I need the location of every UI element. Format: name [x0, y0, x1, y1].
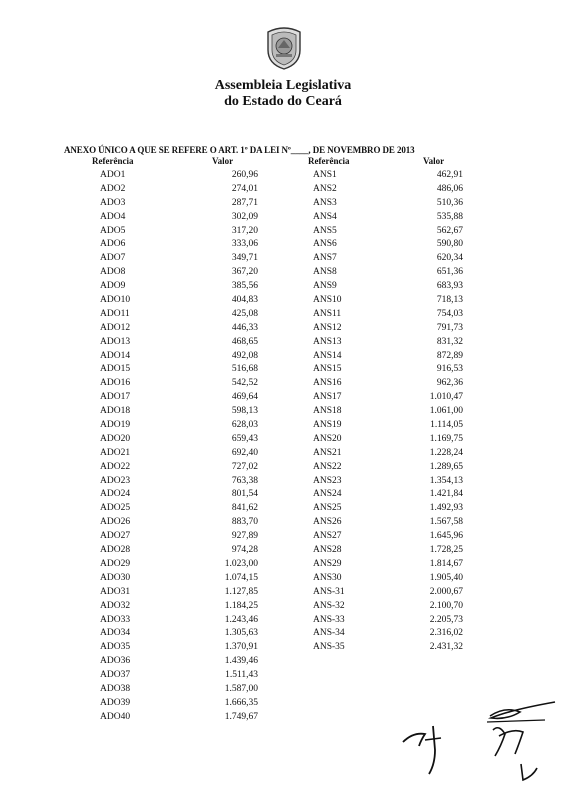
reference-cell: ADO33 — [100, 614, 131, 625]
value-cell: 1.127,85 — [224, 586, 258, 597]
value-cell: 446,33 — [231, 322, 258, 333]
reference-cell: ANS10 — [313, 295, 342, 306]
reference-cell: ADO30 — [100, 572, 131, 583]
value-cell: 1.905,40 — [429, 572, 463, 583]
reference-cell: ADO6 — [100, 239, 126, 250]
reference-cell: ANS11 — [313, 308, 342, 319]
reference-cell: ANS-34 — [313, 628, 345, 639]
value-cell: 2.000,67 — [429, 586, 463, 597]
value-cell: 492,08 — [231, 350, 258, 361]
value-cell: 385,56 — [231, 281, 258, 292]
value-cell: 1.421,84 — [429, 489, 463, 500]
reference-cell: ANS-31 — [313, 586, 345, 597]
value-cell: 620,34 — [436, 253, 463, 264]
value-cell: 1.023,00 — [224, 558, 258, 569]
reference-cell: ANS20 — [313, 433, 342, 444]
reference-cell: ANS21 — [313, 447, 342, 458]
value-cell: 535,88 — [436, 211, 463, 222]
reference-cell: ADO31 — [100, 586, 131, 597]
value-cell: 462,91 — [436, 170, 463, 180]
reference-cell: ADO25 — [100, 503, 131, 514]
reference-cell: ANS24 — [313, 489, 342, 500]
reference-cell: ANS7 — [313, 253, 337, 264]
reference-cell: ADO19 — [100, 420, 131, 431]
org-name-line1: Assembleia Legislativa — [214, 78, 352, 93]
reference-cell: ADO22 — [100, 461, 131, 472]
value-cell: 1.074,15 — [224, 572, 258, 583]
value-cell: 628,03 — [231, 420, 258, 431]
value-cell: 274,01 — [231, 183, 258, 194]
value-cell: 2.205,73 — [429, 614, 463, 625]
handwritten-signature-icon — [395, 680, 560, 790]
value-cell: 1.114,05 — [430, 420, 463, 431]
reference-cell: ANS25 — [313, 503, 342, 514]
value-cell: 425,08 — [231, 308, 258, 319]
value-cell: 1.728,25 — [429, 545, 463, 556]
reference-cell: ADO14 — [100, 350, 131, 361]
reference-cell: ANS28 — [313, 545, 342, 556]
left-col-val-header: Valor — [212, 156, 234, 166]
right-col-val-header: Valor — [423, 156, 445, 166]
value-cell: 927,89 — [231, 531, 258, 542]
value-cell: 1.666,35 — [224, 697, 258, 708]
org-name-line2: do Estado do Ceará — [224, 94, 342, 109]
reference-cell: ADO1 — [100, 170, 126, 180]
value-cell: 260,96 — [231, 170, 258, 180]
value-cell: 1.169,75 — [429, 433, 463, 444]
reference-cell: ADO39 — [100, 697, 131, 708]
reference-cell: ANS17 — [313, 392, 342, 403]
reference-cell: ADO11 — [100, 308, 130, 319]
value-cell: 510,36 — [436, 197, 463, 208]
annex-title: ANEXO ÚNICO A QUE SE REFERE O ART. 1º DA LEI Nº____, DE NOVEMBRO DE 2013 — [64, 145, 415, 155]
reference-cell: ANS8 — [313, 267, 337, 278]
value-cell: 302,09 — [231, 211, 258, 222]
reference-cell: ADO15 — [100, 364, 131, 375]
value-cell: 1.305,63 — [224, 628, 258, 639]
value-cell: 367,20 — [231, 267, 258, 278]
value-cell: 1.228,24 — [429, 447, 463, 458]
reference-cell: ADO7 — [100, 253, 126, 264]
reference-cell: ADO36 — [100, 656, 131, 667]
reference-cell: ANS27 — [313, 531, 342, 542]
reference-cell: ANS1 — [313, 170, 337, 180]
value-cell: 1.061,00 — [429, 406, 463, 417]
value-cell: 2.431,32 — [429, 642, 463, 653]
value-cell: 659,43 — [231, 433, 258, 444]
value-cell: 692,40 — [231, 447, 258, 458]
reference-cell: ADO4 — [100, 211, 126, 222]
value-cell: 2.316,02 — [429, 628, 463, 639]
reference-cell: ADO5 — [100, 225, 126, 236]
value-cell: 1.492,93 — [429, 503, 463, 514]
reference-cell: ANS18 — [313, 406, 342, 417]
reference-cell: ANS12 — [313, 322, 342, 333]
value-cell: 542,52 — [231, 378, 258, 389]
reference-cell: ANS29 — [313, 558, 342, 569]
reference-cell: ANS30 — [313, 572, 342, 583]
reference-cell: ADO27 — [100, 531, 131, 542]
reference-cell: ADO29 — [100, 558, 131, 569]
reference-cell: ADO8 — [100, 267, 126, 278]
value-cell: 486,06 — [436, 183, 463, 194]
reference-cell: ANS-33 — [313, 614, 345, 625]
reference-cell: ADO10 — [100, 295, 131, 306]
reference-cell: ADO17 — [100, 392, 131, 403]
reference-cell: ADO9 — [100, 281, 126, 292]
reference-cell: ADO40 — [100, 711, 131, 722]
value-cell: 651,36 — [436, 267, 463, 278]
reference-cell: ANS16 — [313, 378, 342, 389]
value-cell: 872,89 — [436, 350, 463, 361]
reference-cell: ANS4 — [313, 211, 337, 222]
value-cell: 287,71 — [231, 197, 258, 208]
value-cell: 562,67 — [436, 225, 463, 236]
reference-cell: ANS3 — [313, 197, 337, 208]
value-cell: 1.645,96 — [429, 531, 463, 542]
reference-cell: ADO32 — [100, 600, 131, 611]
value-cell: 962,36 — [436, 378, 463, 389]
value-cell: 791,73 — [436, 322, 463, 333]
value-cell: 598,13 — [231, 406, 258, 417]
value-cell: 1.354,13 — [429, 475, 463, 486]
reference-cell: ANS5 — [313, 225, 337, 236]
reference-cell: ADO37 — [100, 670, 131, 681]
left-col-ref-header: Referência — [92, 156, 134, 166]
reference-cell: ANS2 — [313, 183, 337, 194]
value-cell: 916,53 — [436, 364, 463, 375]
reference-cell: ANS26 — [313, 517, 342, 528]
value-cell: 516,68 — [231, 364, 258, 375]
reference-cell: ADO12 — [100, 322, 131, 333]
value-cell: 1.439,46 — [224, 656, 258, 667]
reference-cell: ANS19 — [313, 420, 342, 431]
value-cell: 683,93 — [436, 281, 463, 292]
value-cell: 754,03 — [436, 308, 463, 319]
state-coat-of-arms-icon — [264, 24, 304, 70]
value-cell: 468,65 — [231, 336, 258, 347]
value-cell: 727,02 — [231, 461, 258, 472]
value-cell: 883,70 — [231, 517, 258, 528]
value-cell: 841,62 — [231, 503, 258, 514]
reference-cell: ANS23 — [313, 475, 342, 486]
reference-cell: ADO38 — [100, 683, 131, 694]
reference-cell: ANS6 — [313, 239, 337, 250]
value-cell: 317,20 — [231, 225, 258, 236]
reference-cell: ADO23 — [100, 475, 131, 486]
value-cell: 1.511,43 — [225, 670, 258, 681]
reference-cell: ANS9 — [313, 281, 337, 292]
value-cell: 1.749,67 — [224, 711, 258, 722]
reference-cell: ANS14 — [313, 350, 342, 361]
value-cell: 1.289,65 — [429, 461, 463, 472]
value-cell: 831,32 — [436, 336, 463, 347]
value-cell: 1.587,00 — [224, 683, 258, 694]
right-col-ref-header: Referência — [308, 156, 350, 166]
value-cell: 1.370,91 — [224, 642, 258, 653]
value-cell: 1.814,67 — [429, 558, 463, 569]
reference-cell: ANS15 — [313, 364, 342, 375]
value-cell: 2.100,70 — [429, 600, 463, 611]
reference-cell: ADO3 — [100, 197, 126, 208]
value-cell: 763,38 — [231, 475, 258, 486]
reference-cell: ANS-32 — [313, 600, 345, 611]
value-cell: 333,06 — [231, 239, 258, 250]
value-cell: 1.010,47 — [429, 392, 463, 403]
reference-cell: ANS22 — [313, 461, 342, 472]
reference-cell: ADO2 — [100, 183, 126, 194]
value-cell: 1.567,58 — [429, 517, 463, 528]
value-cell: 404,83 — [231, 295, 258, 306]
value-cell: 974,28 — [231, 545, 258, 556]
reference-cell: ADO18 — [100, 406, 131, 417]
reference-cell: ADO24 — [100, 489, 131, 500]
value-cell: 1.184,25 — [224, 600, 258, 611]
reference-cell: ANS13 — [313, 336, 342, 347]
reference-cell: ANS-35 — [313, 642, 345, 653]
reference-cell: ADO21 — [100, 447, 131, 458]
reference-cell: ADO16 — [100, 378, 131, 389]
value-cell: 801,54 — [231, 489, 258, 500]
reference-cell: ADO13 — [100, 336, 131, 347]
value-cell: 590,80 — [436, 239, 463, 250]
reference-cell: ADO20 — [100, 433, 131, 444]
reference-cell: ADO35 — [100, 642, 131, 653]
reference-cell: ADO34 — [100, 628, 131, 639]
reference-cell: ADO26 — [100, 517, 131, 528]
value-cell: 718,13 — [436, 295, 463, 306]
value-cell: 349,71 — [231, 253, 258, 264]
value-cell: 1.243,46 — [224, 614, 258, 625]
value-cell: 469,64 — [231, 392, 258, 403]
reference-cell: ADO28 — [100, 545, 131, 556]
